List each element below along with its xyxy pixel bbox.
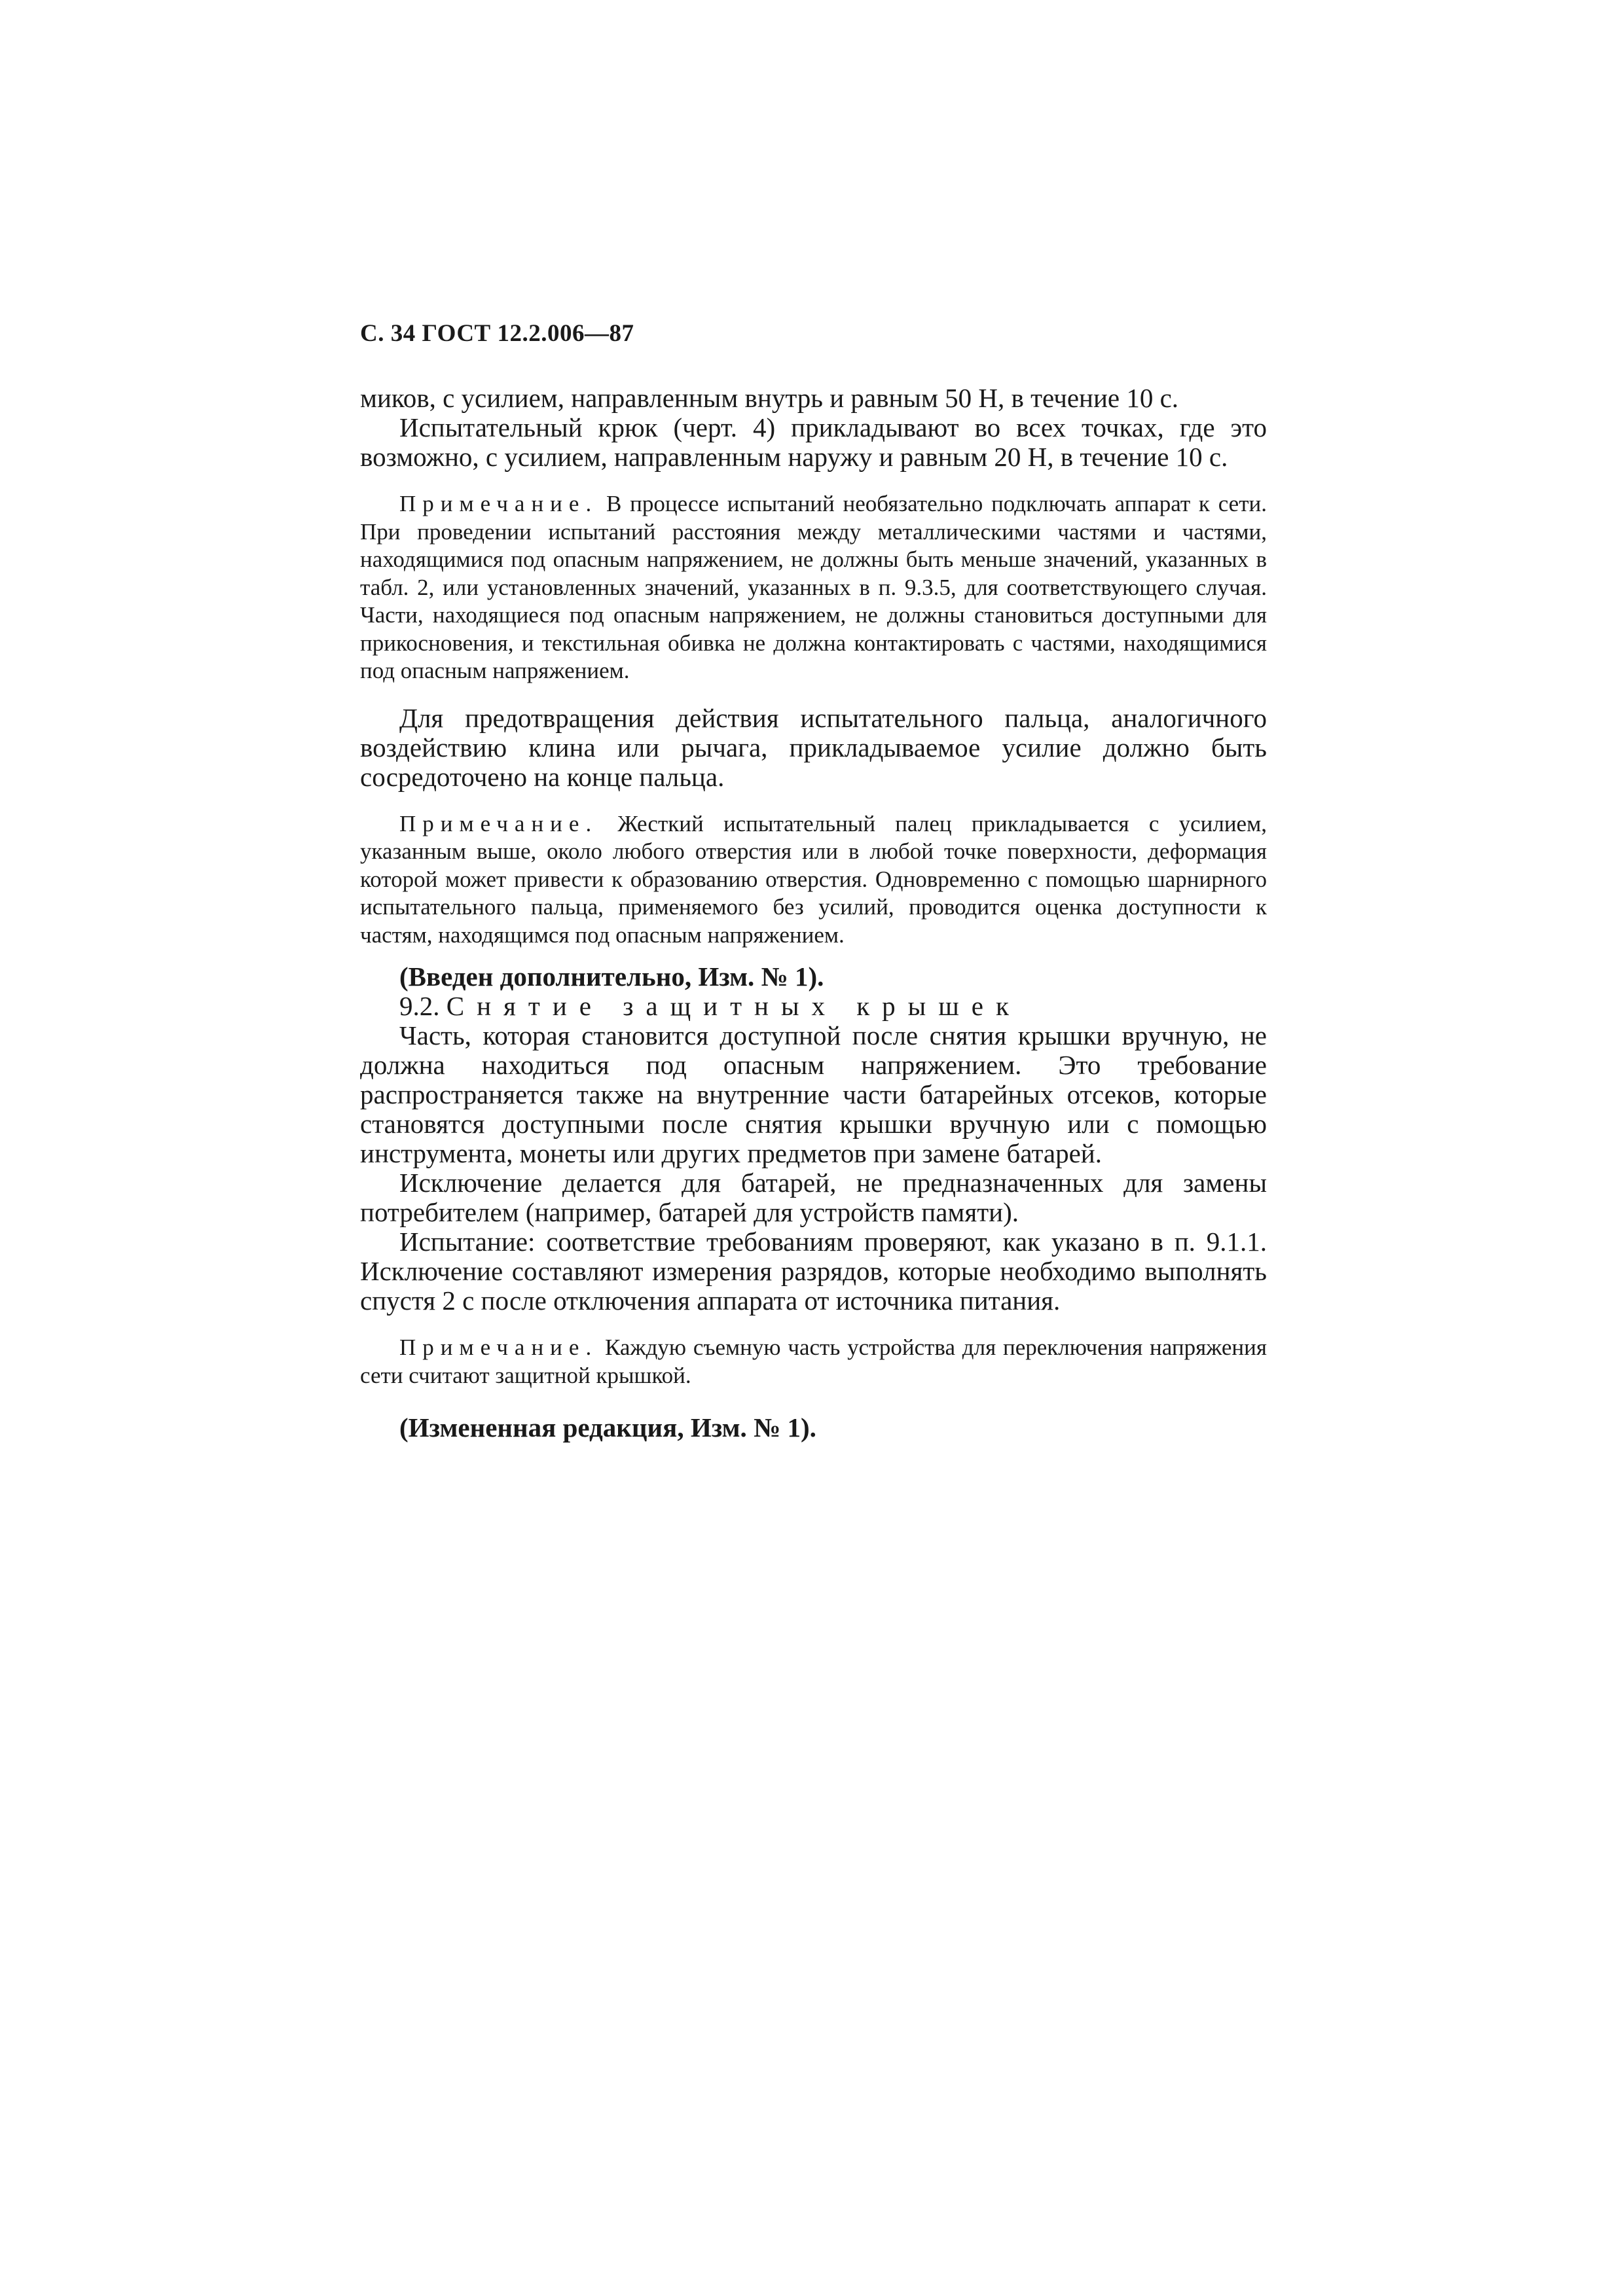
section-heading	[360, 992, 1267, 1021]
amendment-revised: (Измененная редакция, Изм. № 1).	[399, 1412, 816, 1443]
paragraph-test: Испытание: соответствие требованиям проверяют, как указано в п. 9.1.1. Исключение составляют измерения разрядов, которые необходимо выполнять спустя 2 с после отключения аппарата от источника питания.	[360, 1227, 1267, 1316]
note-1-text: В процессе испытаний необязательно подключать аппарат к сети. При проведении испытаний расстояния между металлическими частями и частями, находящимися под опасным напряжением, не должны быть меньше значений, указанных в табл. 2, или установленных значений, указанных в п. 9.3.5, для соответствующего случая. Части, находящиеся под опасным напряжением, не должны становиться доступными для прикосновения, и текстильная обивка не должна контактировать с частями, находящимися под опасным напряжением.	[360, 491, 1267, 683]
paragraph-test-finger: Для предотвращения действия испытательного пальца, аналогичного воздействию клина или рычага, прикладываемое усилие должно быть сосредоточено на конце пальца.	[360, 702, 1267, 792]
page-header: С. 34 ГОСТ 12.2.006—87	[360, 320, 634, 347]
document-body	[360, 384, 1267, 1443]
paragraph-test-hook: Испытательный крюк (черт. 4) прикладывают во всех точках, где это возможно, с усилием, направленным наружу и равным 20 Н, в течение 10 с.	[360, 412, 1267, 472]
section-number: 9.2.	[399, 991, 447, 1021]
paragraph-covers: Часть, которая становится доступной после снятия крышки вручную, не должна находиться под опасным напряжением. Это требование распространяется также на внутренние части батарейных отсеков, которые становятся доступными после снятия крышки вручную или с помощью инструмента, монеты или других предметов при замене батарей.	[360, 1020, 1267, 1168]
note-2-text: Жесткий испытательный палец прикладывается с усилием, указанным выше, около любого отверстия или в любой точке поверхности, деформация которой может привести к образованию отверстия. Одновременно с помощью шарнирного испытательного пальца, применяемого без усилий, проводится оценка доступности к частям, находящимся под опасным напряжением.	[360, 810, 1267, 948]
paragraph-exception: Исключение делается для батарей, не предназначенных для замены потребителем (например, батарей для устройств памяти).	[360, 1168, 1267, 1227]
note-3-text: Каждую съемную часть устройства для переключения напряжения сети считают защитной крышкой.	[360, 1335, 1267, 1388]
note-3	[360, 1334, 1267, 1390]
note-3-label: Примечание.	[399, 1335, 598, 1360]
note-2	[360, 810, 1267, 950]
section-title: Снятие защитных крышек	[446, 991, 1021, 1021]
note-2-label: Примечание.	[399, 810, 598, 836]
paragraph-continuation: миков, с усилием, направленным внутрь и равным 50 Н, в течение 10 с.	[360, 383, 1179, 413]
note-1	[360, 490, 1267, 685]
note-1-label: Примечание.	[399, 491, 598, 516]
amendment-introduced: (Введен дополнительно, Изм. № 1).	[399, 961, 824, 992]
